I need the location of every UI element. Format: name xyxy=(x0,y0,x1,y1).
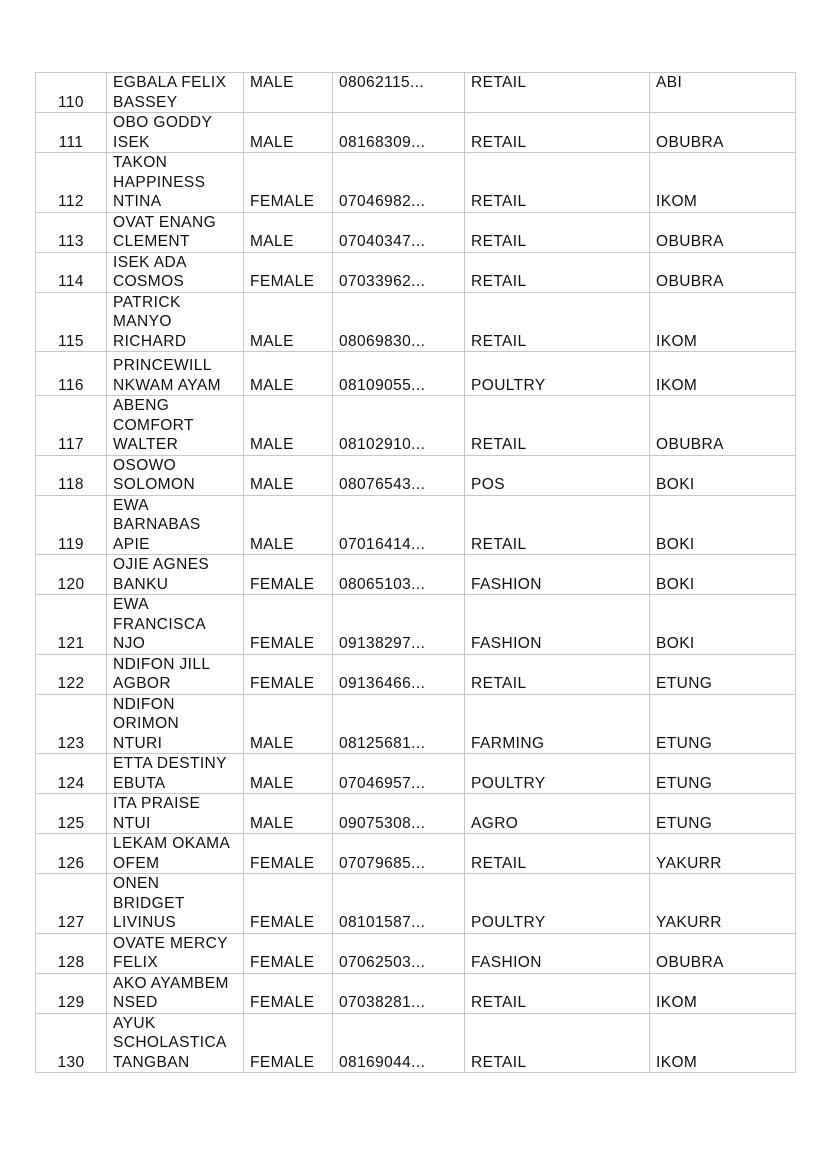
location-cell: OBUBRA xyxy=(650,396,796,456)
name-line: ISEK ADA xyxy=(113,253,187,271)
phone-cell: 08125681... xyxy=(333,694,465,754)
row-number-cell: 112 xyxy=(36,153,107,213)
business-type-cell: FASHION xyxy=(465,933,650,973)
row-number-cell: 130 xyxy=(36,1013,107,1073)
name-line: RICHARD xyxy=(113,332,187,350)
location-cell: ETUNG xyxy=(650,694,796,754)
name-line: COMFORT xyxy=(113,416,194,434)
name-line: TANGBAN xyxy=(113,1053,190,1071)
name-cell xyxy=(107,396,244,456)
gender-cell: FEMALE xyxy=(244,654,333,694)
row-number-cell: 111 xyxy=(36,113,107,153)
row-number-cell: 116 xyxy=(36,352,107,396)
gender-cell: FEMALE xyxy=(244,252,333,292)
table-row xyxy=(36,595,796,655)
row-number-cell: 118 xyxy=(36,455,107,495)
name-line: AYUK xyxy=(113,1014,156,1032)
phone-cell: 08062115... xyxy=(333,73,465,113)
table-row xyxy=(36,694,796,754)
name-line: OBO GODDY xyxy=(113,114,213,131)
name-line: MANYO xyxy=(113,313,172,330)
name-cell xyxy=(107,595,244,655)
name-line: EBUTA xyxy=(113,774,166,792)
row-number-cell: 129 xyxy=(36,973,107,1013)
table-row xyxy=(36,352,796,396)
business-type-cell: RETAIL xyxy=(465,292,650,352)
name-line: PATRICK xyxy=(113,293,181,311)
name-line: OFEM xyxy=(113,854,160,872)
location-cell: ABI xyxy=(650,73,796,113)
name-line: PRINCEWILL xyxy=(113,357,212,374)
location-cell: IKOM xyxy=(650,973,796,1013)
name-line: LIVINUS xyxy=(113,914,177,931)
business-type-cell: POULTRY xyxy=(465,874,650,934)
name-line: SOLOMON xyxy=(113,476,196,493)
gender-cell: FEMALE xyxy=(244,595,333,655)
phone-cell: 08101587... xyxy=(333,874,465,934)
table-row xyxy=(36,834,796,874)
table-row xyxy=(36,396,796,456)
table-row xyxy=(36,555,796,595)
gender-cell: FEMALE xyxy=(244,874,333,934)
name-cell xyxy=(107,694,244,754)
name-cell xyxy=(107,754,244,794)
row-number-cell: 123 xyxy=(36,694,107,754)
name-cell xyxy=(107,252,244,292)
name-line: NKWAM AYAM xyxy=(113,376,221,394)
table-row xyxy=(36,455,796,495)
table-row xyxy=(36,1013,796,1073)
name-cell xyxy=(107,292,244,352)
business-type-cell: POULTRY xyxy=(465,754,650,794)
location-cell: BOKI xyxy=(650,555,796,595)
name-line: BASSEY xyxy=(113,93,178,111)
gender-cell: MALE xyxy=(244,292,333,352)
location-cell: IKOM xyxy=(650,1013,796,1073)
table-row xyxy=(36,654,796,694)
name-line: BANKU xyxy=(113,575,169,593)
table-row xyxy=(36,292,796,352)
location-cell: IKOM xyxy=(650,292,796,352)
business-type-cell: RETAIL xyxy=(465,1013,650,1073)
business-type-cell: FASHION xyxy=(465,555,650,595)
name-line: ONEN xyxy=(113,875,160,892)
name-line: NDIFON JILL xyxy=(113,655,211,673)
name-line: SCHOLASTICA xyxy=(113,1034,227,1051)
business-type-cell: RETAIL xyxy=(465,73,650,113)
row-number-cell: 117 xyxy=(36,396,107,456)
business-type-cell: POS xyxy=(465,455,650,495)
row-number-cell: 122 xyxy=(36,654,107,694)
name-cell xyxy=(107,555,244,595)
name-line: APIE xyxy=(113,535,150,553)
gender-cell: FEMALE xyxy=(244,1013,333,1073)
table-row xyxy=(36,973,796,1013)
name-line: FRANCISCA xyxy=(113,615,207,633)
phone-cell: 09138297... xyxy=(333,595,465,655)
row-number-cell: 128 xyxy=(36,933,107,973)
name-cell xyxy=(107,834,244,874)
name-cell xyxy=(107,455,244,495)
business-type-cell: RETAIL xyxy=(465,396,650,456)
location-cell: OBUBRA xyxy=(650,933,796,973)
gender-cell: MALE xyxy=(244,794,333,834)
gender-cell: FEMALE xyxy=(244,933,333,973)
phone-cell: 08169044... xyxy=(333,1013,465,1073)
row-number-cell: 113 xyxy=(36,212,107,252)
row-number-cell: 120 xyxy=(36,555,107,595)
name-line: BRIDGET xyxy=(113,894,185,912)
phone-cell: 07046957... xyxy=(333,754,465,794)
name-line: NSED xyxy=(113,994,158,1011)
name-line: AKO AYAMBEM xyxy=(113,974,229,992)
name-line: AGBOR xyxy=(113,675,171,692)
gender-cell: FEMALE xyxy=(244,555,333,595)
business-type-cell: FARMING xyxy=(465,694,650,754)
table-row xyxy=(36,933,796,973)
name-line: FELIX xyxy=(113,954,159,971)
name-line: EWA xyxy=(113,596,149,613)
name-line: LEKAM OKAMA xyxy=(113,835,231,852)
gender-cell: MALE xyxy=(244,694,333,754)
table-row xyxy=(36,113,796,153)
name-cell xyxy=(107,933,244,973)
gender-cell: MALE xyxy=(244,73,333,113)
business-type-cell: FASHION xyxy=(465,595,650,655)
gender-cell: FEMALE xyxy=(244,834,333,874)
name-cell xyxy=(107,874,244,934)
name-line: NJO xyxy=(113,635,146,652)
business-type-cell: RETAIL xyxy=(465,495,650,555)
phone-cell: 08102910... xyxy=(333,396,465,456)
phone-cell: 07038281... xyxy=(333,973,465,1013)
records-table xyxy=(35,72,796,1073)
name-line: OSOWO xyxy=(113,456,177,474)
phone-cell: 07062503... xyxy=(333,933,465,973)
name-line: NDIFON xyxy=(113,695,175,713)
location-cell: ETUNG xyxy=(650,654,796,694)
phone-cell: 07046982... xyxy=(333,153,465,213)
location-cell: OBUBRA xyxy=(650,113,796,153)
name-line: ABENG xyxy=(113,397,170,414)
table-row xyxy=(36,874,796,934)
business-type-cell: RETAIL xyxy=(465,113,650,153)
business-type-cell: AGRO xyxy=(465,794,650,834)
business-type-cell: RETAIL xyxy=(465,212,650,252)
name-line: ISEK xyxy=(113,133,150,151)
row-number-cell: 125 xyxy=(36,794,107,834)
phone-cell: 08069830... xyxy=(333,292,465,352)
location-cell: BOKI xyxy=(650,495,796,555)
name-cell xyxy=(107,73,244,113)
phone-cell: 08076543... xyxy=(333,455,465,495)
gender-cell: MALE xyxy=(244,455,333,495)
gender-cell: MALE xyxy=(244,212,333,252)
name-line: ORIMON xyxy=(113,715,180,732)
gender-cell: MALE xyxy=(244,396,333,456)
name-line: NTUI xyxy=(113,814,151,832)
name-line: EWA xyxy=(113,496,149,514)
name-line: TAKON xyxy=(113,154,168,171)
location-cell: ETUNG xyxy=(650,794,796,834)
gender-cell: MALE xyxy=(244,495,333,555)
table-row xyxy=(36,794,796,834)
name-line: ITA PRAISE xyxy=(113,795,201,812)
row-number-cell: 126 xyxy=(36,834,107,874)
phone-cell: 08109055... xyxy=(333,352,465,396)
business-type-cell: POULTRY xyxy=(465,352,650,396)
name-line: HAPPINESS xyxy=(113,173,206,191)
name-cell xyxy=(107,495,244,555)
gender-cell: MALE xyxy=(244,754,333,794)
phone-cell: 07016414... xyxy=(333,495,465,555)
name-line: EGBALA FELIX xyxy=(113,74,227,91)
name-line: OVATE MERCY xyxy=(113,934,228,952)
name-line: OVAT ENANG xyxy=(113,213,217,231)
name-cell xyxy=(107,153,244,213)
row-number-cell: 115 xyxy=(36,292,107,352)
table-row xyxy=(36,495,796,555)
phone-cell: 07079685... xyxy=(333,834,465,874)
location-cell: YAKURR xyxy=(650,874,796,934)
gender-cell: FEMALE xyxy=(244,153,333,213)
name-line: WALTER xyxy=(113,436,179,453)
location-cell: BOKI xyxy=(650,595,796,655)
location-cell: BOKI xyxy=(650,455,796,495)
business-type-cell: RETAIL xyxy=(465,252,650,292)
phone-cell: 09075308... xyxy=(333,794,465,834)
row-number-cell: 127 xyxy=(36,874,107,934)
table-row xyxy=(36,754,796,794)
table-row xyxy=(36,252,796,292)
name-line: NTINA xyxy=(113,193,162,210)
location-cell: IKOM xyxy=(650,352,796,396)
row-number-cell: 124 xyxy=(36,754,107,794)
name-cell xyxy=(107,1013,244,1073)
row-number-cell: 121 xyxy=(36,595,107,655)
location-cell: YAKURR xyxy=(650,834,796,874)
table-row xyxy=(36,153,796,213)
name-line: CLEMENT xyxy=(113,233,190,250)
name-line: COSMOS xyxy=(113,273,185,290)
business-type-cell: RETAIL xyxy=(465,654,650,694)
name-cell xyxy=(107,654,244,694)
name-cell xyxy=(107,212,244,252)
location-cell: OBUBRA xyxy=(650,252,796,292)
phone-cell: 08065103... xyxy=(333,555,465,595)
gender-cell: FEMALE xyxy=(244,973,333,1013)
location-cell: OBUBRA xyxy=(650,212,796,252)
name-cell xyxy=(107,973,244,1013)
name-line: NTURI xyxy=(113,734,163,752)
table-row xyxy=(36,212,796,252)
records-table-body xyxy=(36,73,796,1073)
phone-cell: 07033962... xyxy=(333,252,465,292)
table-row xyxy=(36,73,796,113)
phone-cell: 07040347... xyxy=(333,212,465,252)
business-type-cell: RETAIL xyxy=(465,973,650,1013)
row-number-cell: 114 xyxy=(36,252,107,292)
row-number-cell: 110 xyxy=(36,73,107,113)
phone-cell: 08168309... xyxy=(333,113,465,153)
location-cell: ETUNG xyxy=(650,754,796,794)
name-line: ETTA DESTINY xyxy=(113,755,227,772)
name-cell xyxy=(107,352,244,396)
name-line: OJIE AGNES xyxy=(113,556,210,573)
phone-cell: 09136466... xyxy=(333,654,465,694)
name-cell xyxy=(107,794,244,834)
row-number-cell: 119 xyxy=(36,495,107,555)
gender-cell: MALE xyxy=(244,352,333,396)
gender-cell: MALE xyxy=(244,113,333,153)
business-type-cell: RETAIL xyxy=(465,834,650,874)
name-cell xyxy=(107,113,244,153)
name-line: BARNABAS xyxy=(113,516,201,533)
business-type-cell: RETAIL xyxy=(465,153,650,213)
location-cell: IKOM xyxy=(650,153,796,213)
